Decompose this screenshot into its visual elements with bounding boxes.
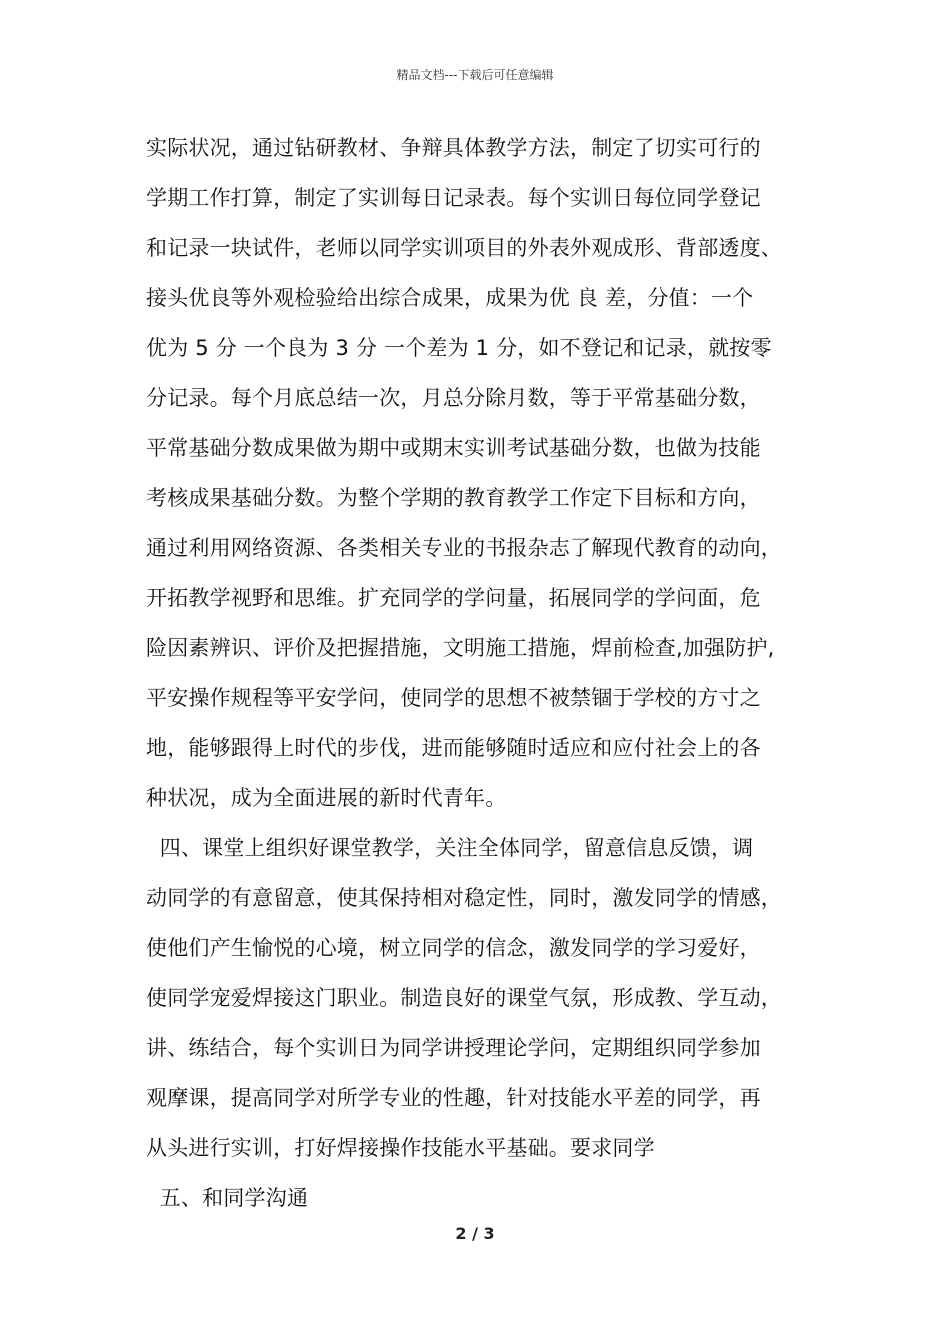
body-text-line: 种状况，成为全面进展的新时代青年。 xyxy=(146,786,507,810)
body-text-line: 险因素辨识、评价及把握措施，文明施工措施，焊前检查,加强防护, xyxy=(146,636,775,660)
body-text-line: 优为 5 分 一个良为 3 分 一个差为 1 分，如不登记和记录，就按零 xyxy=(146,336,772,360)
body-text-line: 平安操作规程等平安学问，使同学的思想不被禁锢于学校的方寸之 xyxy=(146,686,761,710)
page-number: 2 / 3 xyxy=(455,1224,495,1243)
paragraph-four-start: 四、课堂上组织好课堂教学，关注全体同学，留意信息反馈，调 xyxy=(146,836,754,860)
body-text-line: 观摩课，提高同学对所学专业的性趣，针对技能水平差的同学，再 xyxy=(146,1086,761,1110)
body-text-line: 接头优良等外观检验给出综合成果，成果为优 良 差，分值：一个 xyxy=(146,286,754,310)
body-text-line: 讲、练结合，每个实训日为同学讲授理论学问，定期组织同学参加 xyxy=(146,1036,761,1060)
body-text-line: 使同学宠爱焊接这门职业。制造良好的课堂气氛，形成教、学互动， xyxy=(146,986,782,1010)
page-header: 精品文档---下载后可任意编辑 xyxy=(396,68,554,82)
body-text-line: 实际状况，通过钻研教材、争辩具体教学方法，制定了切实可行的 xyxy=(146,136,761,160)
body-text-line: 考核成果基础分数。为整个学期的教育教学工作定下目标和方向， xyxy=(146,486,761,510)
body-text-line: 从头进行实训，打好焊接操作技能水平基础。要求同学 xyxy=(146,1136,655,1160)
body-text-line: 使他们产生愉悦的心境，树立同学的信念，激发同学的学习爱好， xyxy=(146,936,761,960)
body-text-line: 动同学的有意留意，使其保持相对稳定性，同时，激发同学的情感， xyxy=(146,886,782,910)
body-text-line: 平常基础分数成果做为期中或期末实训考试基础分数，也做为技能 xyxy=(146,436,761,460)
body-text-line: 学期工作打算，制定了实训每日记录表。每个实训日每位同学登记 xyxy=(146,186,761,210)
body-text-line: 通过利用网络资源、各类相关专业的书报杂志了解现代教育的动向， xyxy=(146,536,782,560)
body-text-line: 开拓教学视野和思维。扩充同学的学问量，拓展同学的学问面，危 xyxy=(146,586,761,610)
body-text-line: 地，能够跟得上时代的步伐，进而能够随时适应和应付社会上的各 xyxy=(146,736,761,760)
body-text-line: 分记录。每个月底总结一次，月总分除月数，等于平常基础分数， xyxy=(146,386,761,410)
body-text-line: 和记录一块试件，老师以同学实训项目的外表外观成形、背部透度、 xyxy=(146,236,782,260)
section-five-heading: 五、和同学沟通 xyxy=(146,1186,309,1210)
